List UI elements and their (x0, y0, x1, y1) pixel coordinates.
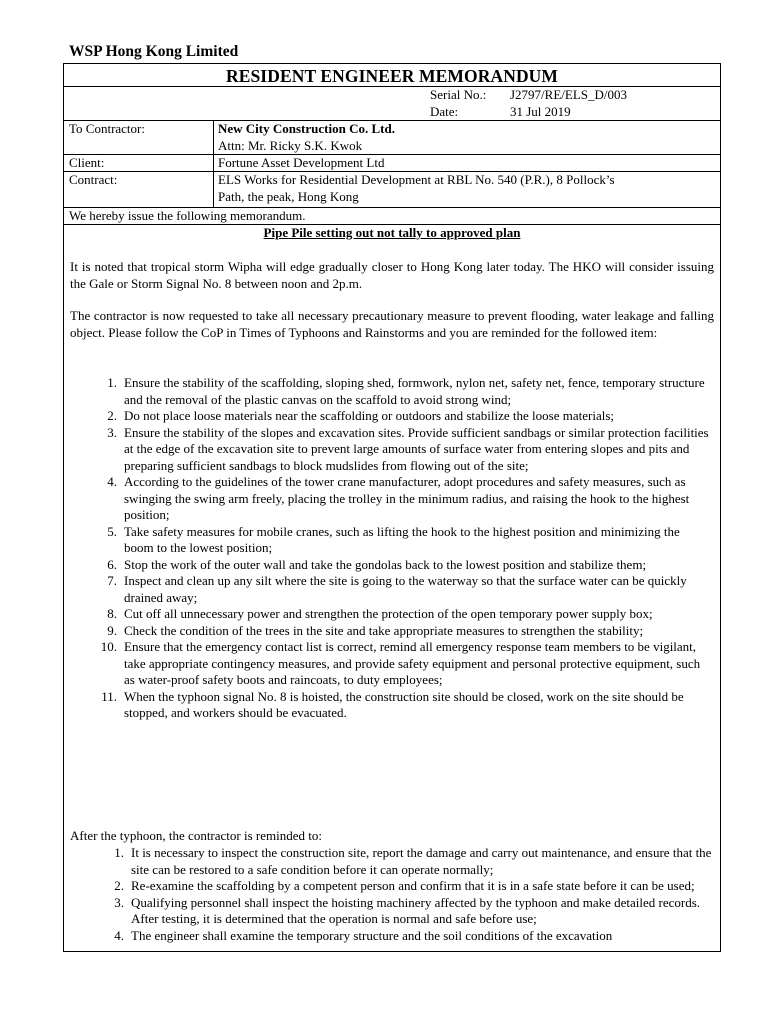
list-item (114, 878, 712, 895)
list-item-number: 5. (107, 523, 117, 539)
memorandum-frame (63, 63, 721, 952)
paragraph-storm-notice: It is noted that tropical storm Wipha will edge gradually closer to Hong Kong later today. The HKO will consider issuing the Gale or Storm Signal No. 8 between noon and 2p.m. (70, 259, 714, 291)
list-item-text: When the typhoon signal No. 8 is hoisted, the construction site should be closed, work on the site should be stopped, and workers should be evacuated. (124, 688, 684, 720)
list-item (100, 639, 712, 689)
list-item (114, 845, 712, 878)
list-item-number: 1. (107, 375, 117, 390)
date-label: Date: (430, 104, 459, 119)
list-item-number: 4. (107, 474, 117, 489)
list-item (107, 556, 712, 574)
client-value: Fortune Asset Development Ltd (218, 155, 385, 170)
list-item-text: Cut off all unnecessary power and strengthen the protection of the open temporary power supply box; (124, 606, 653, 621)
list-item-number: 7. (107, 573, 117, 588)
list-item-number: 1. (114, 845, 124, 860)
list-item (107, 408, 712, 425)
contract-line-2: Path, the peak, Hong Kong (218, 189, 359, 204)
list-item (107, 573, 712, 606)
list-item-text: Take safety measures for mobile cranes, such as lifting the hook to the highest position and minimizing the boom to the lowest position; (124, 523, 680, 555)
list-item-number: 11. (101, 688, 117, 704)
serial-value: J2797/RE/ELS_D/003 (510, 87, 628, 102)
list-item-number: 3. (114, 894, 124, 910)
list-item (107, 622, 712, 640)
list-item-number: 4. (114, 927, 124, 943)
serial-label: Serial No.: (430, 87, 487, 102)
after-typhoon-items-list (114, 845, 712, 944)
list-item (101, 688, 712, 722)
contract-label: Contract: (69, 172, 118, 187)
list-item (114, 927, 712, 945)
to-contractor-label: To Contractor: (69, 121, 145, 136)
list-item-text: Ensure that the emergency contact list is correct, remind all emergency response team members to be vigilant, take appropriate contingency measures, and provide safety equipment and personal protective equipment, such as water-proof safety boots and raincoats, to duty employees; (124, 639, 701, 687)
list-item-text: Ensure the stability of the scaffolding, sloping shed, formwork, nylon net, safety net, fence, temporary structure and the removal of the plastic canvas on the scaffold to avoid strong wind; (124, 375, 705, 407)
list-item (107, 523, 712, 557)
issue-statement: We hereby issue the following memorandum. (69, 208, 306, 223)
memo-subject (64, 225, 720, 241)
precaution-items-list (100, 375, 712, 722)
list-item (107, 474, 712, 524)
list-item-text: According to the guidelines of the tower crane manufacturer, adopt procedures and safety measures, such as swinging the swing arm freely, placing the trolley in the minimum radius, and raising the hook to the highest position; (124, 474, 690, 522)
list-item-text: Qualifying personnel shall inspect the hoisting machinery affected by the typhoon and make detailed records. After testing, it is determined that the operation is normal and safe before use; (131, 894, 701, 926)
list-item-text: Stop the work of the outer wall and take the gondolas back to the lowest position and stabilize them; (124, 556, 647, 572)
list-item (107, 424, 712, 475)
list-item-text: Ensure the stability of the slopes and excavation sites. Provide sufficient sandbags or similar protection facilities at the edge of the excavation site to prevent large amounts of surface water from entering slopes and pits and preparing sufficient sandbags to block mudslides from flowing out of the site; (124, 424, 709, 473)
attention-line: Attn: Mr. Ricky S.K. Kwok (218, 138, 363, 153)
memo-subject-text: Pipe Pile setting out not tally to approved plan (263, 225, 521, 240)
rule (64, 154, 720, 155)
column-divider (213, 120, 214, 207)
date-value: 31 Jul 2019 (510, 104, 571, 119)
list-item-number: 2. (114, 878, 124, 893)
company-name: WSP Hong Kong Limited (69, 43, 239, 60)
after-typhoon-intro: After the typhoon, the contractor is reminded to: (70, 828, 322, 843)
list-item-text: Check the condition of the trees in the site and take appropriate measures to strengthen the stability; (124, 622, 644, 638)
list-item (107, 606, 712, 623)
list-item-text: Re-examine the scaffolding by a competent person and confirm that it is in a safe state before it can be used; (131, 878, 695, 893)
list-item-number: 8. (107, 606, 117, 621)
contractor-name: New City Construction Co. Ltd. (218, 121, 395, 136)
list-item-text: It is necessary to inspect the construction site, report the damage and carry out maintenance, and ensure that the site can be restored to a safe condition before it can operate normally; (131, 845, 712, 877)
list-item (114, 894, 712, 928)
list-item-number: 6. (107, 556, 117, 572)
list-item-text: The engineer shall examine the temporary structure and the soil conditions of the excavation (131, 927, 613, 943)
list-item-text: Inspect and clean up any silt where the site is going to the waterway so that the surface water can be quickly drained away; (124, 573, 687, 605)
list-item-number: 9. (107, 622, 117, 638)
client-label: Client: (69, 155, 105, 170)
list-item-number: 2. (107, 408, 117, 423)
contract-line-1: ELS Works for Residential Development at RBL No. 540 (P.R.), 8 Pollock’s (218, 172, 615, 187)
list-item (107, 375, 712, 408)
memo-title: RESIDENT ENGINEER MEMORANDUM (225, 66, 559, 86)
paragraph-precaution-request: The contractor is now requested to take all necessary precautionary measure to prevent flooding, water leakage and falling object. Please follow the CoP in Times of Typhoons and Rainstorms and you are reminded for the followed item: (70, 308, 714, 340)
list-item-number: 10. (100, 639, 117, 654)
list-item-number: 3. (107, 424, 117, 440)
list-item-text: Do not place loose materials near the scaffolding or outdoors and stabilize the loose materials; (124, 408, 615, 423)
